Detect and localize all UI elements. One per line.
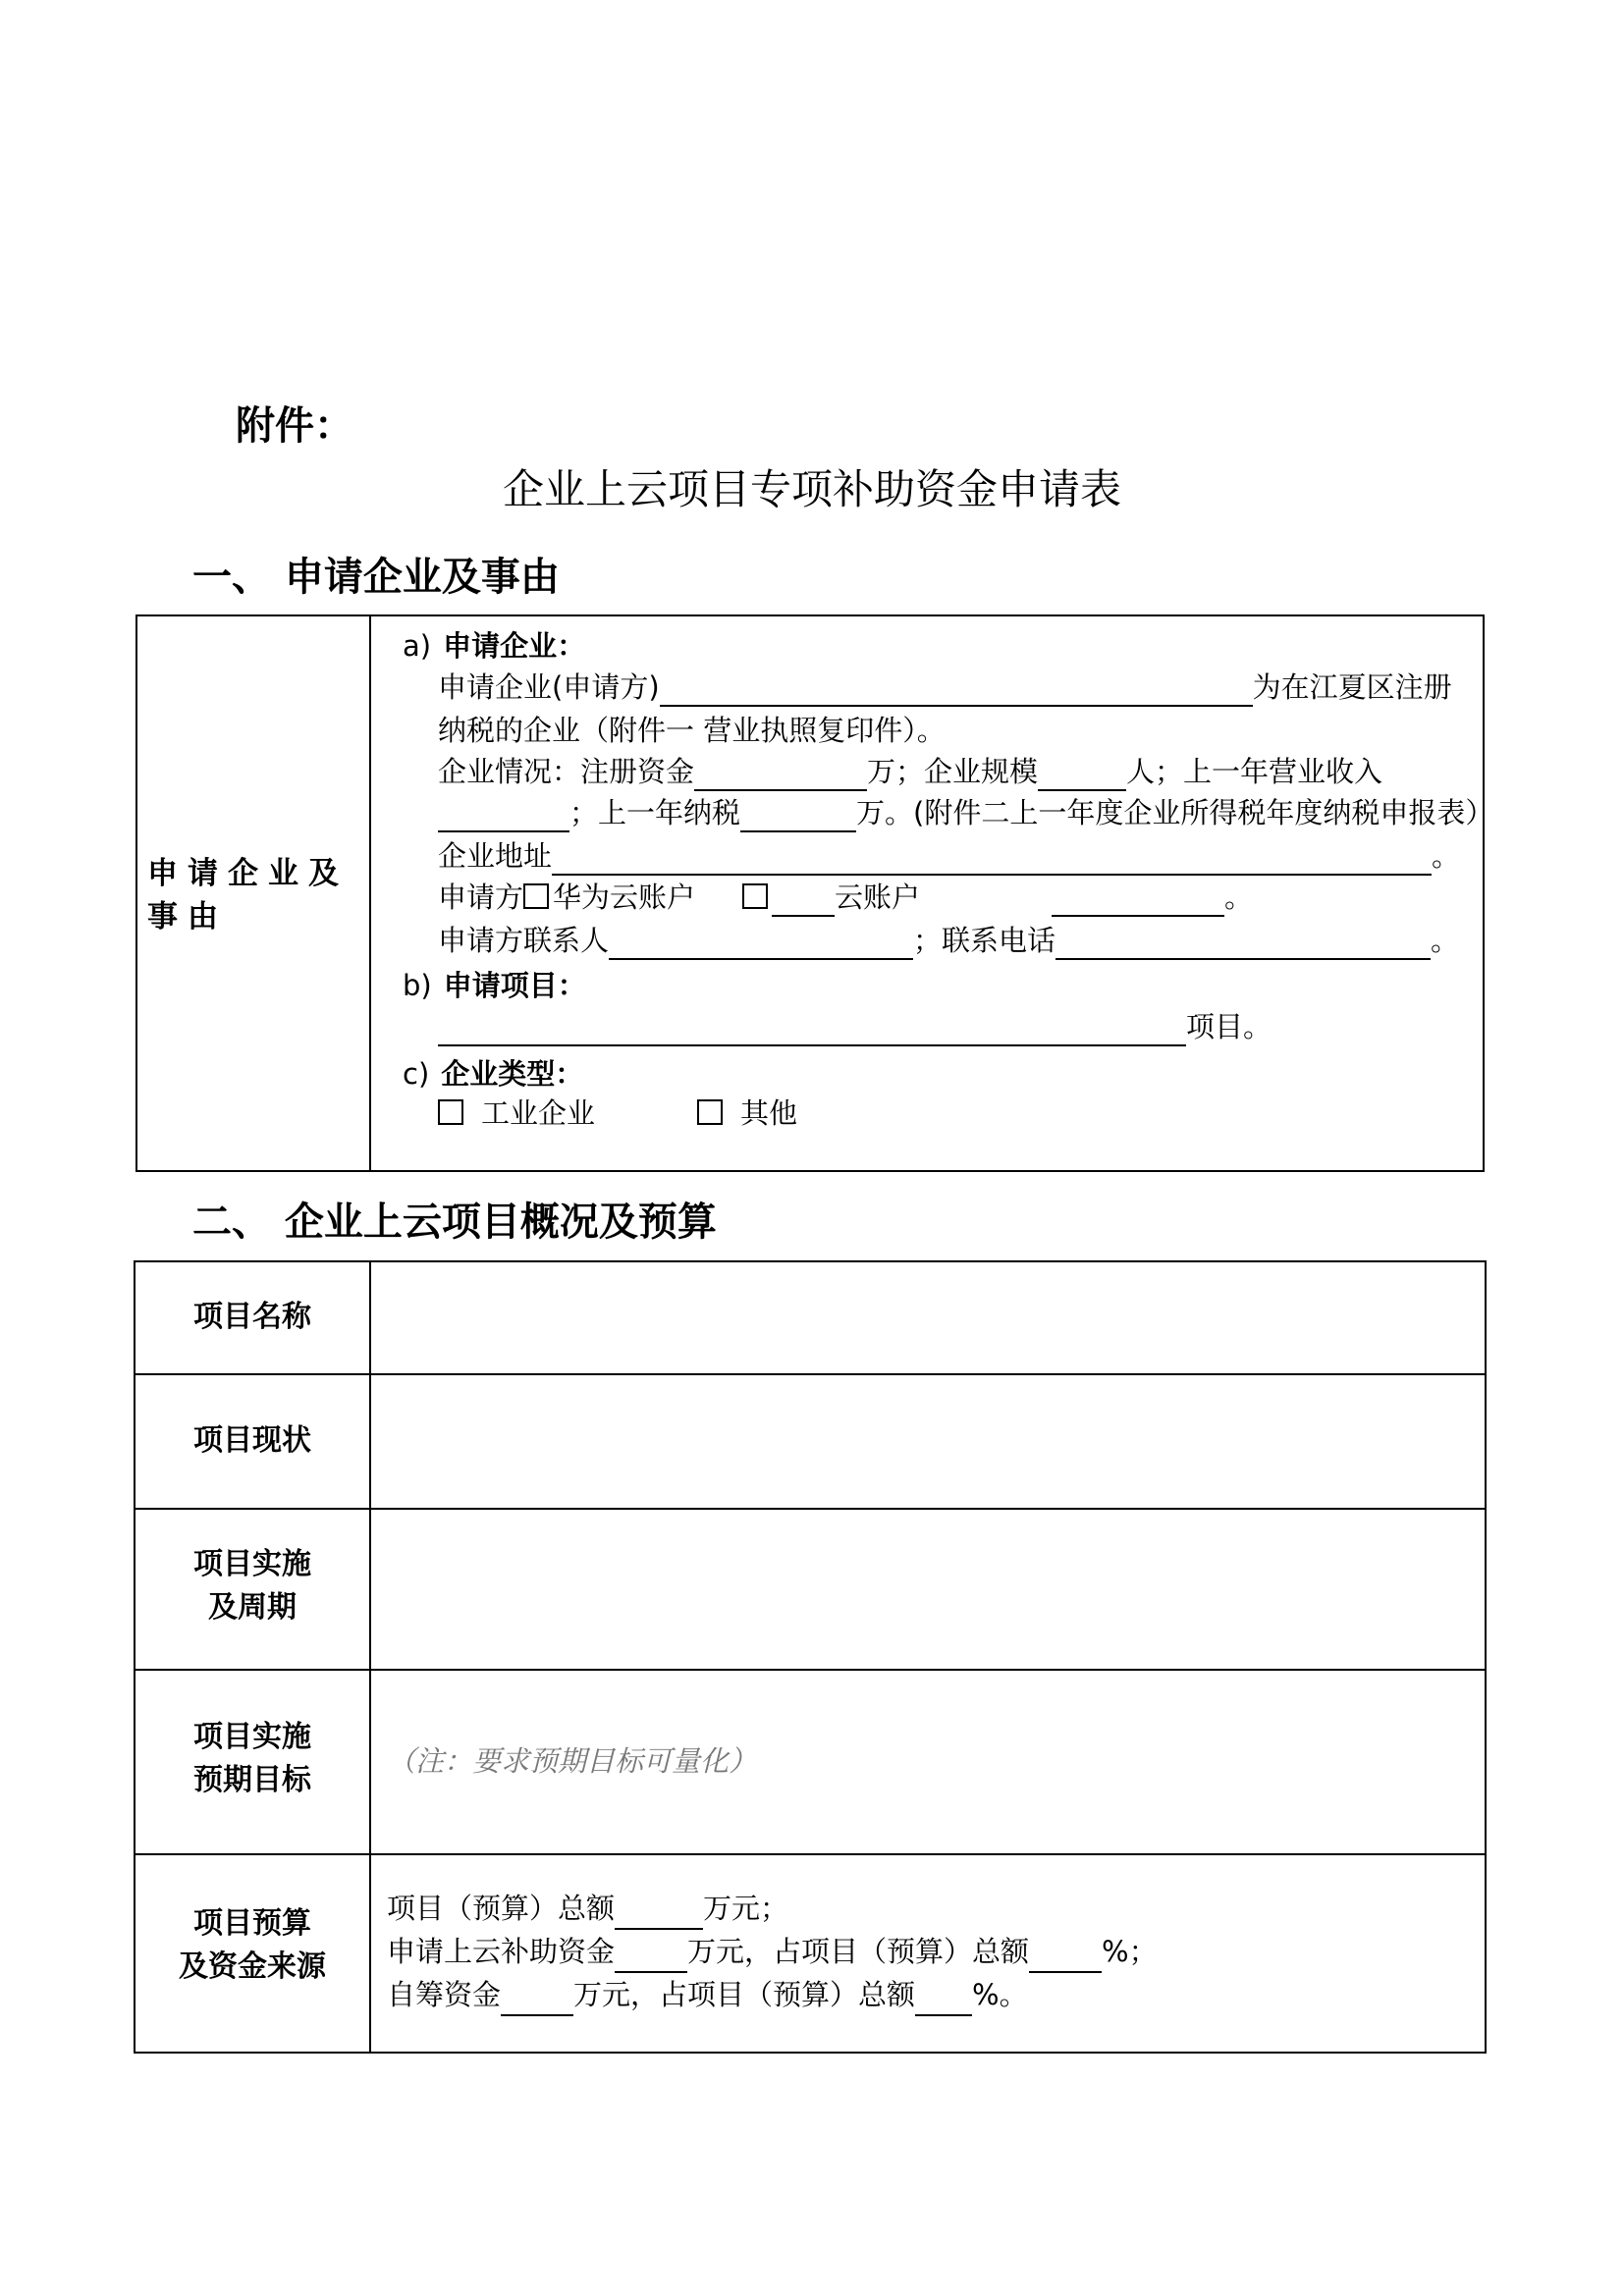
b3-a: 自筹资金 [387,1978,502,2011]
row-divider [135,1669,1485,1671]
applicant-left-label: 申请企业及事由 [147,856,349,934]
attachment-label: 附件： [236,403,353,449]
applicant-line-5 [438,836,1460,876]
employee-count-blank[interactable] [1038,762,1126,791]
index-a: a) [403,629,432,663]
line4-a: ；上一年纳税 [569,796,741,829]
c-opt2: 其他 [740,1096,798,1130]
other-type-checkbox[interactable] [697,1099,723,1125]
line6-a: 申请方 [438,881,524,914]
b2-c: %； [1102,1935,1158,1968]
line3-b: 万；企业规模 [867,755,1039,788]
c-opt1: 工业企业 [481,1096,596,1130]
b1-a: 项目（预算）总额 [387,1892,616,1925]
budget-line-1 [387,1887,788,1930]
huawei-cloud-checkbox[interactable] [523,883,549,909]
registered-capital-blank[interactable] [694,762,867,791]
label-implementation-period [135,1543,369,1629]
title-b: 申请项目： [443,969,586,1002]
label-project-status: 项目现状 [193,1423,311,1458]
total-budget-blank[interactable] [615,1900,703,1930]
b2-b: 万元，占项目（预算）总额 [687,1935,1030,1968]
label-line: 及资金来源 [179,1949,326,1984]
line5-suffix: 。 [1432,839,1461,873]
project-table [134,1260,1487,2054]
label-project-name: 项目名称 [193,1300,311,1334]
section1-heading: 一、 申请企业及事由 [192,555,560,600]
label-line: 项目预算 [193,1906,311,1941]
applicant-line-3 [438,752,1382,791]
revenue-blank[interactable] [438,803,569,832]
goals-note: （注：要求预期目标可量化） [387,1744,758,1778]
cloud-account-blank[interactable] [1052,887,1224,917]
applicant-line-4 [438,793,1493,832]
contact-person-blank[interactable] [609,931,913,960]
label-line: 项目实施 [193,1547,311,1581]
line7-end: 。 [1431,924,1460,957]
label-line: 及周期 [208,1590,297,1625]
line5-prefix: 企业地址 [438,839,553,873]
label-line: 预期目标 [193,1763,311,1797]
sub-heading-b [403,964,586,1004]
applicant-name-blank[interactable] [660,677,1253,707]
line6-opt2: 云账户 [835,881,921,914]
line7-b: ；联系电话 [913,924,1056,957]
line3-a: 企业情况：注册资金 [438,755,695,788]
line4-b: 万。(附件二上一年度企业所得税年度纳税申报表） [856,796,1494,829]
tax-blank[interactable] [740,803,856,832]
cloud-provider-blank[interactable] [772,887,835,917]
line1-suffix: 为在江夏区注册 [1252,670,1452,704]
other-cloud-checkbox[interactable] [742,883,768,909]
section2-heading: 二、 企业上云项目概况及预算 [192,1200,717,1245]
line6-end: 。 [1224,881,1254,914]
self-funding-blank[interactable] [501,1987,573,2016]
budget-line-2 [387,1930,1158,1973]
b3-b: 万元，占项目（预算）总额 [573,1978,916,2011]
contact-phone-blank[interactable] [1056,931,1431,960]
industrial-checkbox[interactable] [438,1099,463,1125]
project-line [438,1007,1272,1046]
row-divider [135,1853,1485,1855]
applicant-line-1 [438,667,1452,707]
table2-divider [369,1262,371,2052]
line1-prefix: 申请企业(申请方) [438,670,660,704]
b-suffix: 项目。 [1186,1010,1272,1043]
table-divider [369,616,371,1170]
title-a: 申请企业： [443,629,586,663]
subsidy-percent-blank[interactable] [1029,1944,1102,1973]
b1-b: 万元； [703,1892,789,1925]
address-blank[interactable] [552,846,1432,876]
row-divider [135,1373,1485,1375]
line6-opt1: 华为云账户 [553,881,696,914]
b3-c: %。 [972,1978,1028,2011]
sub-heading-c [403,1052,583,1093]
self-funding-percent-blank[interactable] [915,1987,972,2016]
applicant-line-6 [438,878,1253,917]
applicant-line-2: 纳税的企业（附件一 营业执照复印件）。 [438,714,946,747]
budget-line-3 [387,1973,1028,2016]
index-c: c) [403,1057,430,1091]
label-budget-source [135,1902,369,1989]
label-line: 项目实施 [193,1720,311,1754]
project-name-blank[interactable] [438,1017,1186,1046]
sub-heading-a [403,624,585,665]
row-divider [135,1508,1485,1510]
subsidy-amount-blank[interactable] [615,1944,687,1973]
line7-a: 申请方联系人 [438,924,610,957]
index-b: b) [403,969,432,1002]
label-expected-goals [135,1716,369,1802]
enterprise-type-line [438,1094,797,1133]
line3-c: 人；上一年营业收入 [1126,755,1383,788]
title-c: 企业类型： [441,1057,584,1091]
b2-a: 申请上云补助资金 [387,1935,616,1968]
form-title: 企业上云项目专项补助资金申请表 [502,465,1121,513]
applicant-line-7 [438,921,1459,960]
